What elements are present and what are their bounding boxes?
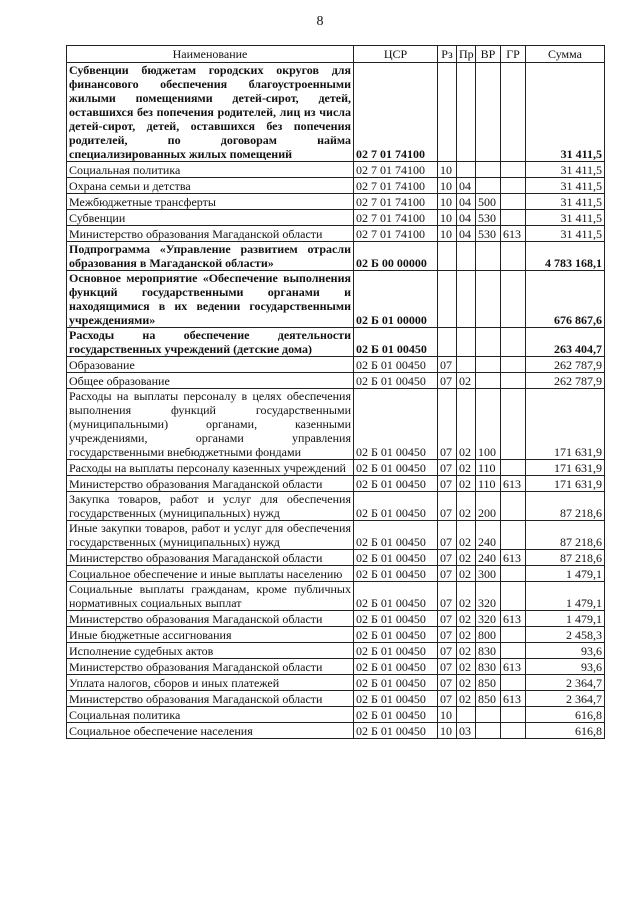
row-gr-cell: 613 — [501, 611, 526, 627]
table-row — [67, 691, 605, 707]
row-name-cell: Министерство образования Магаданской области — [67, 476, 354, 492]
row-csr-cell: 02 Б 01 00450 — [354, 566, 438, 582]
table-row — [67, 194, 605, 210]
row-rz-cell — [438, 63, 457, 162]
row-sum-cell: 31 411,5 — [526, 178, 605, 194]
row-rz-cell: 07 — [438, 611, 457, 627]
row-sum-cell: 31 411,5 — [526, 226, 605, 242]
table-row — [67, 162, 605, 178]
row-vr-cell — [476, 271, 501, 328]
row-csr-cell: 02 Б 01 00450 — [354, 611, 438, 627]
table-row — [67, 566, 605, 582]
row-vr-cell — [476, 328, 501, 357]
row-vr-cell — [476, 723, 501, 739]
row-gr-cell — [501, 460, 526, 476]
row-vr-cell: 850 — [476, 691, 501, 707]
row-rz-cell: 07 — [438, 691, 457, 707]
row-sum-cell: 2 364,7 — [526, 675, 605, 691]
table-row — [67, 271, 605, 328]
row-name-cell: Уплата налогов, сборов и иных платежей — [67, 675, 354, 691]
row-name-cell: Иные бюджетные ассигнования — [67, 627, 354, 643]
table-row — [67, 226, 605, 242]
table-row — [67, 328, 605, 357]
row-csr-cell: 02 Б 01 00450 — [354, 643, 438, 659]
header-pr: Пр — [457, 46, 476, 63]
row-pr-cell: 02 — [457, 550, 476, 566]
row-gr-cell: 613 — [501, 691, 526, 707]
row-csr-cell: 02 7 01 74100 — [354, 63, 438, 162]
row-name-cell: Субвенции бюджетам городских округов для финансового обеспечения благоустроенными жилыми помещениями детей-сирот, детей, оставшихся без попечения родителей, лиц из числа детей-сирот, детей, оставшихся без попечения родителей, по договорам найма специализированных жилых помещений — [67, 63, 354, 162]
row-name-cell: Закупка товаров, работ и услуг для обеспечения государственных (муниципальных) нужд — [67, 492, 354, 521]
row-rz-cell: 07 — [438, 550, 457, 566]
table-row — [67, 178, 605, 194]
header-csr: ЦСР — [354, 46, 438, 63]
row-pr-cell: 02 — [457, 566, 476, 582]
row-name-cell: Социальная политика — [67, 162, 354, 178]
row-gr-cell — [501, 723, 526, 739]
table-row — [67, 63, 605, 162]
row-csr-cell: 02 7 01 74100 — [354, 194, 438, 210]
row-name-cell: Министерство образования Магаданской области — [67, 611, 354, 627]
page-number: 8 — [316, 14, 324, 29]
row-csr-cell: 02 Б 01 00450 — [354, 328, 438, 357]
row-gr-cell — [501, 627, 526, 643]
row-name-cell: Исполнение судебных актов — [67, 643, 354, 659]
table-row — [67, 675, 605, 691]
row-vr-cell: 300 — [476, 566, 501, 582]
row-gr-cell: 613 — [501, 659, 526, 675]
row-name-cell: Межбюджетные трансферты — [67, 194, 354, 210]
row-rz-cell — [438, 242, 457, 271]
row-name-cell: Министерство образования Магаданской области — [67, 691, 354, 707]
row-pr-cell: 02 — [457, 389, 476, 460]
table-row — [67, 550, 605, 566]
row-pr-cell: 02 — [457, 691, 476, 707]
row-sum-cell: 87 218,6 — [526, 492, 605, 521]
row-gr-cell — [501, 178, 526, 194]
row-sum-cell: 31 411,5 — [526, 194, 605, 210]
row-sum-cell: 87 218,6 — [526, 550, 605, 566]
row-sum-cell: 31 411,5 — [526, 63, 605, 162]
row-pr-cell: 02 — [457, 476, 476, 492]
row-rz-cell: 07 — [438, 389, 457, 460]
row-rz-cell: 07 — [438, 476, 457, 492]
row-csr-cell: 02 Б 01 00450 — [354, 707, 438, 723]
row-sum-cell: 616,8 — [526, 723, 605, 739]
row-vr-cell: 830 — [476, 643, 501, 659]
row-sum-cell: 87 218,6 — [526, 521, 605, 550]
row-pr-cell — [457, 707, 476, 723]
row-pr-cell — [457, 271, 476, 328]
row-sum-cell: 1 479,1 — [526, 611, 605, 627]
row-csr-cell: 02 Б 01 00450 — [354, 675, 438, 691]
table-row — [67, 643, 605, 659]
row-sum-cell: 616,8 — [526, 707, 605, 723]
row-pr-cell: 02 — [457, 675, 476, 691]
row-sum-cell: 171 631,9 — [526, 460, 605, 476]
table-row — [67, 707, 605, 723]
row-gr-cell — [501, 566, 526, 582]
row-rz-cell: 07 — [438, 627, 457, 643]
row-gr-cell — [501, 63, 526, 162]
row-rz-cell: 07 — [438, 460, 457, 476]
row-rz-cell — [438, 271, 457, 328]
row-sum-cell: 171 631,9 — [526, 389, 605, 460]
row-pr-cell: 02 — [457, 611, 476, 627]
row-name-cell: Общее образование — [67, 373, 354, 389]
row-rz-cell: 10 — [438, 162, 457, 178]
row-vr-cell: 200 — [476, 492, 501, 521]
row-pr-cell: 03 — [457, 723, 476, 739]
row-name-cell: Расходы на выплаты персоналу казенных учреждений — [67, 460, 354, 476]
row-sum-cell: 4 783 168,1 — [526, 242, 605, 271]
row-pr-cell: 02 — [457, 521, 476, 550]
table-row — [67, 659, 605, 675]
row-csr-cell: 02 Б 01 00450 — [354, 373, 438, 389]
row-vr-cell — [476, 63, 501, 162]
table-row — [67, 210, 605, 226]
row-sum-cell: 262 787,9 — [526, 357, 605, 373]
row-vr-cell: 530 — [476, 210, 501, 226]
row-name-cell: Охрана семьи и детства — [67, 178, 354, 194]
row-pr-cell: 02 — [457, 460, 476, 476]
row-vr-cell: 240 — [476, 550, 501, 566]
row-sum-cell: 2 458,3 — [526, 627, 605, 643]
row-sum-cell: 1 479,1 — [526, 582, 605, 611]
row-vr-cell: 800 — [476, 627, 501, 643]
row-pr-cell: 02 — [457, 659, 476, 675]
row-gr-cell — [501, 582, 526, 611]
row-gr-cell — [501, 707, 526, 723]
table-row — [67, 460, 605, 476]
table-row — [67, 373, 605, 389]
row-gr-cell — [501, 271, 526, 328]
header-sum: Сумма — [526, 46, 605, 63]
row-vr-cell — [476, 357, 501, 373]
row-rz-cell: 10 — [438, 723, 457, 739]
row-csr-cell: 02 Б 01 00450 — [354, 521, 438, 550]
row-rz-cell: 10 — [438, 194, 457, 210]
row-vr-cell: 110 — [476, 476, 501, 492]
row-rz-cell: 07 — [438, 582, 457, 611]
row-name-cell: Подпрограмма «Управление развитием отрасли образования в Магаданской области» — [67, 242, 354, 271]
row-gr-cell — [501, 357, 526, 373]
row-sum-cell: 676 867,6 — [526, 271, 605, 328]
row-name-cell: Министерство образования Магаданской области — [67, 550, 354, 566]
row-pr-cell: 04 — [457, 210, 476, 226]
row-csr-cell: 02 Б 01 00450 — [354, 389, 438, 460]
row-rz-cell: 07 — [438, 521, 457, 550]
table-row — [67, 476, 605, 492]
row-vr-cell: 830 — [476, 659, 501, 675]
row-csr-cell: 02 Б 00 00000 — [354, 242, 438, 271]
row-vr-cell: 110 — [476, 460, 501, 476]
row-gr-cell — [501, 194, 526, 210]
row-csr-cell: 02 Б 01 00450 — [354, 476, 438, 492]
row-csr-cell: 02 Б 01 00450 — [354, 659, 438, 675]
row-sum-cell: 171 631,9 — [526, 476, 605, 492]
row-pr-cell: 04 — [457, 226, 476, 242]
row-pr-cell — [457, 162, 476, 178]
row-gr-cell — [501, 373, 526, 389]
table-row — [67, 582, 605, 611]
row-sum-cell: 263 404,7 — [526, 328, 605, 357]
row-name-cell: Расходы на обеспечение деятельности государственных учреждений (детские дома) — [67, 328, 354, 357]
row-rz-cell: 07 — [438, 357, 457, 373]
header-name: Наименование — [67, 46, 354, 63]
row-sum-cell: 2 364,7 — [526, 691, 605, 707]
row-csr-cell: 02 Б 01 00450 — [354, 691, 438, 707]
row-vr-cell: 500 — [476, 194, 501, 210]
row-rz-cell: 07 — [438, 566, 457, 582]
row-name-cell: Иные закупки товаров, работ и услуг для обеспечения государственных (муниципальных) нужд — [67, 521, 354, 550]
row-pr-cell — [457, 242, 476, 271]
row-pr-cell: 02 — [457, 492, 476, 521]
row-rz-cell: 10 — [438, 210, 457, 226]
row-pr-cell: 04 — [457, 178, 476, 194]
row-pr-cell — [457, 328, 476, 357]
row-name-cell: Министерство образования Магаданской области — [67, 226, 354, 242]
header-gr: ГР — [501, 46, 526, 63]
row-rz-cell: 10 — [438, 226, 457, 242]
row-pr-cell — [457, 63, 476, 162]
row-vr-cell — [476, 178, 501, 194]
row-rz-cell: 07 — [438, 643, 457, 659]
row-rz-cell — [438, 328, 457, 357]
row-name-cell: Социальное обеспечение населения — [67, 723, 354, 739]
row-csr-cell: 02 Б 01 00450 — [354, 492, 438, 521]
table-row — [67, 723, 605, 739]
row-gr-cell: 613 — [501, 226, 526, 242]
row-pr-cell: 04 — [457, 194, 476, 210]
row-gr-cell — [501, 242, 526, 271]
row-csr-cell: 02 7 01 74100 — [354, 226, 438, 242]
row-csr-cell: 02 Б 01 00000 — [354, 271, 438, 328]
row-sum-cell: 31 411,5 — [526, 210, 605, 226]
row-gr-cell — [501, 675, 526, 691]
header-vr: ВР — [476, 46, 501, 63]
table-row — [67, 357, 605, 373]
row-vr-cell — [476, 373, 501, 389]
row-csr-cell: 02 Б 01 00450 — [354, 723, 438, 739]
row-rz-cell: 07 — [438, 675, 457, 691]
row-vr-cell — [476, 242, 501, 271]
row-vr-cell: 530 — [476, 226, 501, 242]
row-vr-cell — [476, 162, 501, 178]
row-gr-cell: 613 — [501, 476, 526, 492]
row-sum-cell: 93,6 — [526, 659, 605, 675]
row-pr-cell: 02 — [457, 582, 476, 611]
row-name-cell: Социальное обеспечение и иные выплаты населению — [67, 566, 354, 582]
row-vr-cell: 320 — [476, 582, 501, 611]
row-pr-cell — [457, 357, 476, 373]
row-csr-cell: 02 Б 01 00450 — [354, 582, 438, 611]
row-vr-cell: 850 — [476, 675, 501, 691]
table-row — [67, 611, 605, 627]
row-csr-cell: 02 Б 01 00450 — [354, 550, 438, 566]
row-csr-cell: 02 Б 01 00450 — [354, 627, 438, 643]
row-pr-cell: 02 — [457, 643, 476, 659]
row-gr-cell — [501, 643, 526, 659]
row-sum-cell: 93,6 — [526, 643, 605, 659]
row-csr-cell: 02 Б 01 00450 — [354, 460, 438, 476]
row-name-cell: Образование — [67, 357, 354, 373]
row-vr-cell: 100 — [476, 389, 501, 460]
row-name-cell: Социальная политика — [67, 707, 354, 723]
row-vr-cell: 320 — [476, 611, 501, 627]
table-row — [67, 627, 605, 643]
header-rz: Рз — [438, 46, 457, 63]
row-rz-cell: 10 — [438, 707, 457, 723]
row-rz-cell: 07 — [438, 492, 457, 521]
table-row — [67, 521, 605, 550]
table-row — [67, 492, 605, 521]
row-name-cell: Социальные выплаты гражданам, кроме публичных нормативных социальных выплат — [67, 582, 354, 611]
row-sum-cell: 262 787,9 — [526, 373, 605, 389]
row-sum-cell: 1 479,1 — [526, 566, 605, 582]
row-gr-cell — [501, 492, 526, 521]
row-name-cell: Расходы на выплаты персоналу в целях обеспечения выполнения функций государственными (муниципальными) органами, казенными учреждениями, органами управления государственными внебюджетными фондами — [67, 389, 354, 460]
row-name-cell: Субвенции — [67, 210, 354, 226]
row-gr-cell — [501, 162, 526, 178]
row-pr-cell: 02 — [457, 373, 476, 389]
table-body — [67, 63, 605, 739]
row-rz-cell: 10 — [438, 178, 457, 194]
row-gr-cell — [501, 389, 526, 460]
budget-table — [66, 45, 605, 739]
row-rz-cell: 07 — [438, 659, 457, 675]
row-csr-cell: 02 7 01 74100 — [354, 162, 438, 178]
row-gr-cell — [501, 210, 526, 226]
row-name-cell: Основное мероприятие «Обеспечение выполнения функций государственными органами и находящимися в их ведении государственными учреждениями» — [67, 271, 354, 328]
row-gr-cell: 613 — [501, 550, 526, 566]
row-vr-cell: 240 — [476, 521, 501, 550]
row-csr-cell: 02 7 01 74100 — [354, 210, 438, 226]
row-gr-cell — [501, 328, 526, 357]
table-row — [67, 389, 605, 460]
table-header — [67, 46, 605, 63]
row-vr-cell — [476, 707, 501, 723]
table-row — [67, 242, 605, 271]
row-csr-cell: 02 Б 01 00450 — [354, 357, 438, 373]
row-pr-cell: 02 — [457, 627, 476, 643]
row-rz-cell: 07 — [438, 373, 457, 389]
row-gr-cell — [501, 521, 526, 550]
row-name-cell: Министерство образования Магаданской области — [67, 659, 354, 675]
row-csr-cell: 02 7 01 74100 — [354, 178, 438, 194]
row-sum-cell: 31 411,5 — [526, 162, 605, 178]
